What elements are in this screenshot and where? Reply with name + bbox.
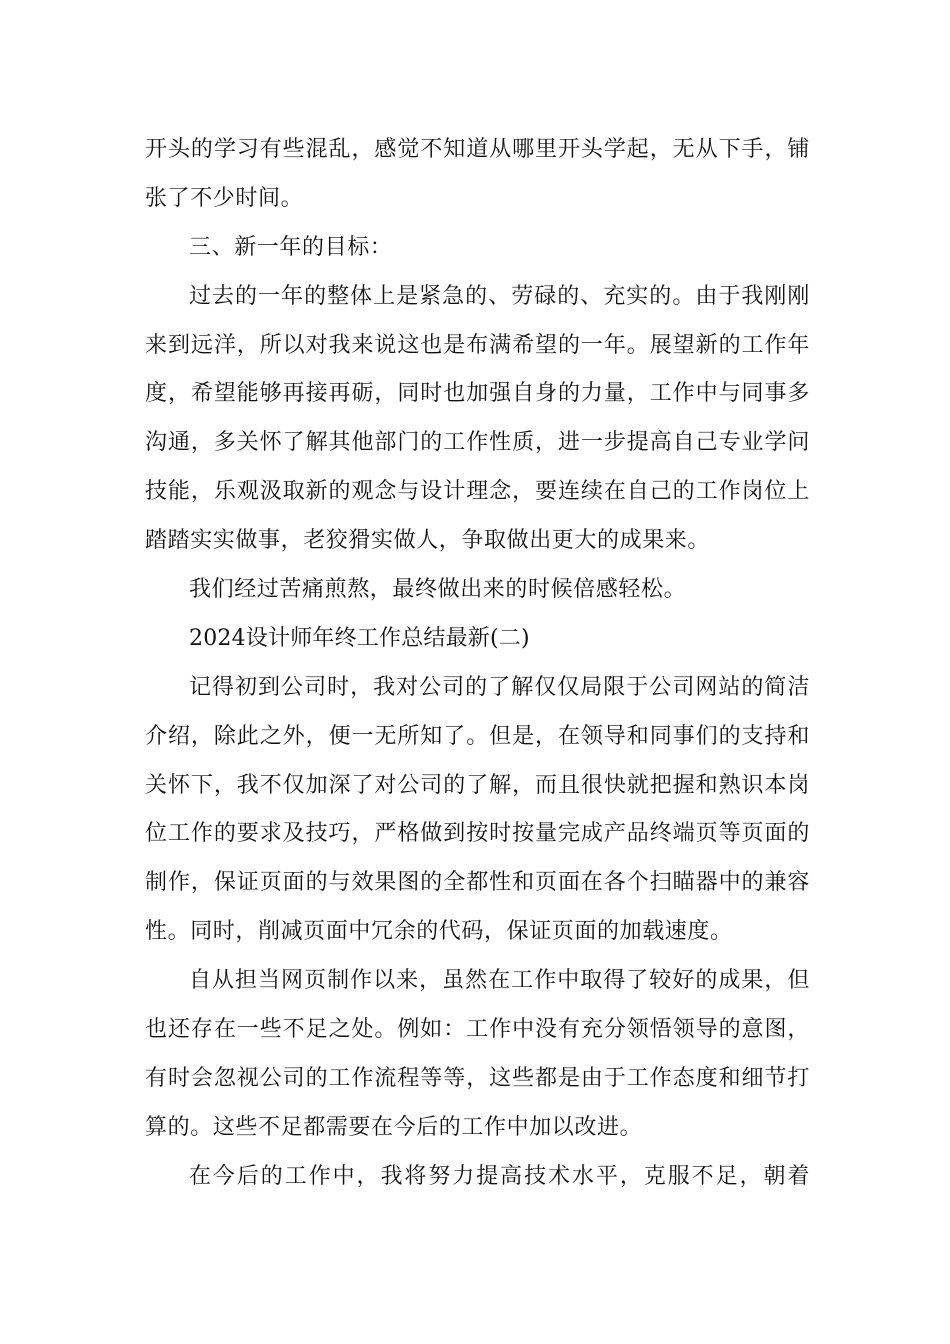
text-line: 开头的学习有些混乱，感觉不知道从哪里开头学起，无从下手，铺 (145, 137, 810, 162)
body-text (145, 126, 810, 1202)
text-line: 制作，保证页面的与效果图的全都性和页面在各个扫瞄器中的兼容 (145, 870, 810, 896)
text-line: 介绍，除此之外，便一无所知了。但是，在领导和同事们的支持和 (145, 723, 810, 749)
text-line: 位工作的要求及技巧，严格做到按时按量完成产品终端页等页面的 (145, 821, 810, 847)
text-line: 算的。这些不足都需要在今后的工作中加以改进。 (145, 1114, 643, 1140)
text-line: 记得初到公司时，我对公司的了解仅仅局限于公司网站的简洁 (189, 674, 810, 700)
text-line: 来到远洋，所以对我来说这也是布满希望的一年。展望新的工作年 (145, 332, 810, 358)
document-subtitle: 2024设计师年终工作总结最新(二) (189, 625, 530, 651)
text-line: 性。同时，削减页面中冗余的代码，保证页面的加载速度。 (145, 919, 733, 945)
text-line: 张了不少时间。 (145, 185, 304, 211)
text-line: 关怀下，我不仅加深了对公司的了解，而且很快就把握和熟识本岗 (145, 772, 810, 798)
text-line: 自从担当网页制作以来，虽然在工作中取得了较好的成果，但 (189, 968, 810, 994)
text-line: 技能，乐观汲取新的观念与设计理念，要连续在自己的工作岗位上 (145, 479, 810, 505)
text-line: 过去的一年的整体上是紧急的、劳碌的、充实的。由于我刚刚 (189, 283, 810, 309)
text-line: 沟通，多关怀了解其他部门的工作性质，进一步提高自己专业学问 (145, 430, 810, 456)
text-line: 我们经过苦痛煎熬，最终做出来的时候倍感轻松。 (189, 577, 687, 603)
section-heading: 三、新一年的目标： (189, 234, 393, 260)
text-line: 度，希望能够再接再砺，同时也加强自身的力量，工作中与同事多 (145, 381, 810, 407)
text-line: 在今后的工作中，我将努力提高技术水平，克服不足，朝着 (189, 1163, 810, 1189)
text-line: 有时会忽视公司的工作流程等等，这些都是由于工作态度和细节打 (145, 1065, 810, 1091)
text-line: 也还存在一些不足之处。例如：工作中没有充分领悟领导的意图， (145, 1017, 810, 1043)
text-line: 踏踏实实做事，老狡猾实做人，争取做出更大的成果来。 (145, 528, 711, 554)
